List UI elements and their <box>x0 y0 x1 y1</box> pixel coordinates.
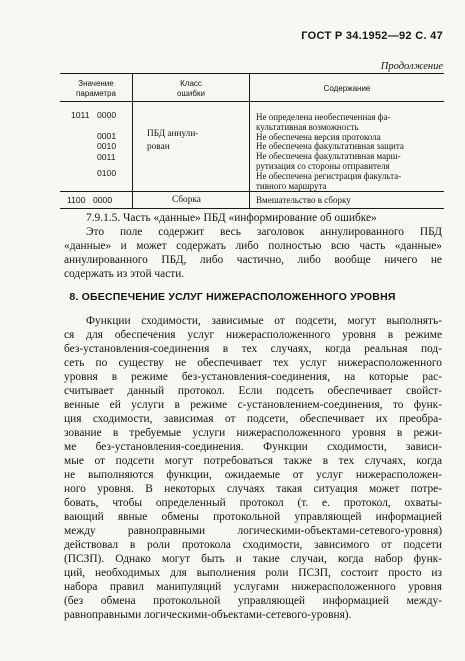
code-line: 0100 <box>97 168 117 179</box>
table-top-rule <box>60 73 444 74</box>
text-line: венные ей услуги в режиме с-установлением-соединения, то функ- <box>64 399 442 411</box>
column-header-class: Класс ошибки <box>177 79 205 98</box>
code-line: 0001 <box>97 130 117 141</box>
text-line: без-установления-соединения в тех случаях, когда реальная под- <box>64 343 442 355</box>
continuation-label: Продолжение <box>380 61 443 72</box>
text-line: равноправными логическими-объектами-сетевого-уровня). <box>64 609 352 621</box>
text-line: (ПСЗП). Однако могут быть и такие случаи, когда набор функ- <box>64 553 442 565</box>
table-header-rule <box>60 101 444 102</box>
text-line: ного уровня. В некоторых случаях такая ситуация может потре- <box>64 483 442 495</box>
table-row-1-codes <box>71 110 116 179</box>
text-line: уровня в режиме без-установления-соединения, на которые рас- <box>64 371 442 383</box>
text-line: действовал в роли протокола сходимости, зависимого от подсети <box>64 539 442 551</box>
text-line: набора правил манипуляций услугами нижерасположенного уровня <box>64 581 442 593</box>
text-line: зование в требуемые услуги нижерасположенного уровня в режи- <box>64 427 442 439</box>
section-title: 8. ОБЕСПЕЧЕНИЕ УСЛУГ НИЖЕРАСПОЛОЖЕННОГО УРОВНЯ <box>69 291 396 303</box>
code-line: 0011 <box>97 151 116 162</box>
table-bottom-rule <box>60 208 444 209</box>
code-line: 1011 0000 <box>71 110 117 120</box>
text-line: аннулированного ПБД, либо частично, либо вообще ничего не <box>64 254 442 266</box>
table-row-2-class: Сборка <box>172 195 201 205</box>
text-line: сеть по существу не обеспечивает тех услуг нижерасположенного <box>64 357 442 369</box>
code-line: 0010 <box>97 141 117 152</box>
section-8-body <box>64 314 442 622</box>
clause-heading: 7.9.1.5. Часть «данные» ПБД «информирование об ошибке» <box>86 212 377 224</box>
text-line: ций, необходимых для выполнения роли ПСЗП, состоит просто из <box>64 567 442 579</box>
text-line: между равноправными логическими-объектами-сетевого-уровня) <box>64 525 442 537</box>
text-line: «данные» и может содержать либо полностью всю часть «данные» <box>64 240 442 252</box>
text-line: вающий явные обмены протокольной управляющей информацией <box>64 511 442 523</box>
table-row-1-content: Не определена необеспеченная фа- культативная возможность Не обеспечена версия протокола Не обеспечена факультативная защита Не обеспечена факультативная марш- рутизация со стороны отправителя Не обеспечена регистрация факульта- тивного маршрута <box>256 112 404 191</box>
text-line: бовать, чтобы определенный протокол (т. е. протокол, охваты- <box>64 497 442 509</box>
clause-7-9-1-5 <box>64 211 442 281</box>
text-line: (без обмена протокольной управляющей информацией между- <box>64 595 442 607</box>
running-header: ГОСТ Р 34.1952—92 С. 47 <box>301 30 443 42</box>
text-line: считывает данный протокол. Если подсеть обеспечивает свойст- <box>64 385 442 397</box>
text-line: мые от подсети могут потребоваться также в тех случаях, когда <box>64 455 442 467</box>
text-line: не выполняются функции, ожидаемые от услуг нижерасположен- <box>64 469 442 481</box>
text-line: содержать из этой части. <box>64 268 185 280</box>
text-line: Это поле содержит весь заголовок аннулированного ПБД <box>86 226 442 238</box>
text-line: ция сходимости, зависимая от подсети, обеспечивает их преобра- <box>64 413 442 425</box>
column-header-content: Содержание <box>323 84 371 93</box>
table-row-2-codes: 1100 0000 <box>67 195 113 205</box>
column-header-value: Значение параметра <box>76 79 116 98</box>
text-line: ме без-установления-соединения. Функции сходимости, зависи- <box>64 441 442 453</box>
table-row-2-content: Вмешательство в сборку <box>256 195 351 205</box>
text-line: ся для обеспечения услуг нижерасположенного уровня в режиме <box>64 329 442 341</box>
text-line: Функции сходимости, зависимые от подсети, могут выполнять- <box>86 315 442 327</box>
table-row-1-class: ПБД аннули- рован <box>147 129 199 152</box>
